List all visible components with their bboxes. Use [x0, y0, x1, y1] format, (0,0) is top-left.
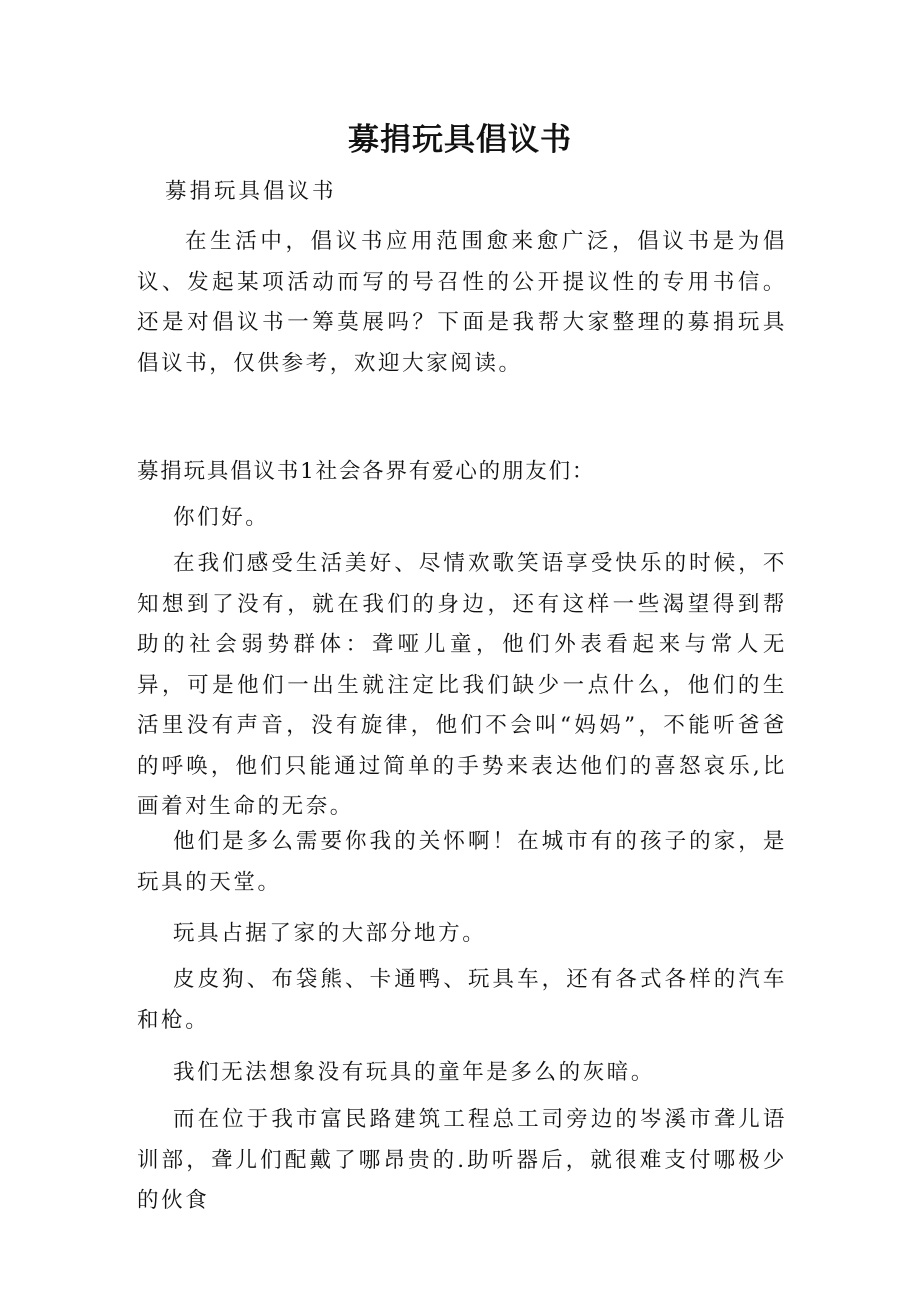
body-paragraph-1: 在我们感受生活美好、尽情欢歌笑语享受快乐的时候，不知想到了没有，就在我们的身边，还有这样一些渴望得到帮助的社会弱势群体：聋哑儿童，他们外表看起来与常人无异，可是他们一出生就注定比我们缺少一点什么，他们的生活里没有声音，没有旋律，他们不会叫“妈妈”，不能听爸爸的呼唤，他们只能通过简单的手势来表达他们的喜怒哀乐,比画着对生命的无奈。	[137, 551, 787, 819]
body-paragraph-2: 他们是多么需要你我的关怀啊！在城市有的孩子的家，是玩具的天堂。	[137, 829, 787, 895]
body-paragraph-4: 皮皮狗、布袋熊、卡通鸭、玩具车，还有各式各样的汽车和枪。	[137, 967, 787, 1033]
body-paragraph-5: 我们无法想象没有玩具的童年是多么的灰暗。	[173, 1060, 656, 1085]
body-paragraph-6: 而在位于我市富民路建筑工程总工司旁边的岑溪市聋儿语训部，聋儿们配戴了哪昂贵的.助听器后，就很难支付哪极少的伙食	[137, 1107, 787, 1213]
intro-paragraph: 在生活中，倡议书应用范围愈来愈广泛，倡议书是为倡议、发起某项活动而写的号召性的公开提议性的专用书信。还是对倡议书一筹莫展吗？下面是我帮大家整理的募捐玩具倡议书，仅供参考，欢迎大家阅读。	[137, 229, 787, 376]
body-paragraph-3: 玩具占据了家的大部分地方。	[173, 921, 487, 946]
section-heading: 募捐玩具倡议书1社会各界有爱心的朋友们：	[137, 459, 596, 484]
document-subtitle: 募捐玩具倡议书	[165, 179, 337, 204]
document-title: 募捐玩具倡议书	[348, 122, 572, 158]
greeting: 你们好。	[173, 505, 270, 530]
